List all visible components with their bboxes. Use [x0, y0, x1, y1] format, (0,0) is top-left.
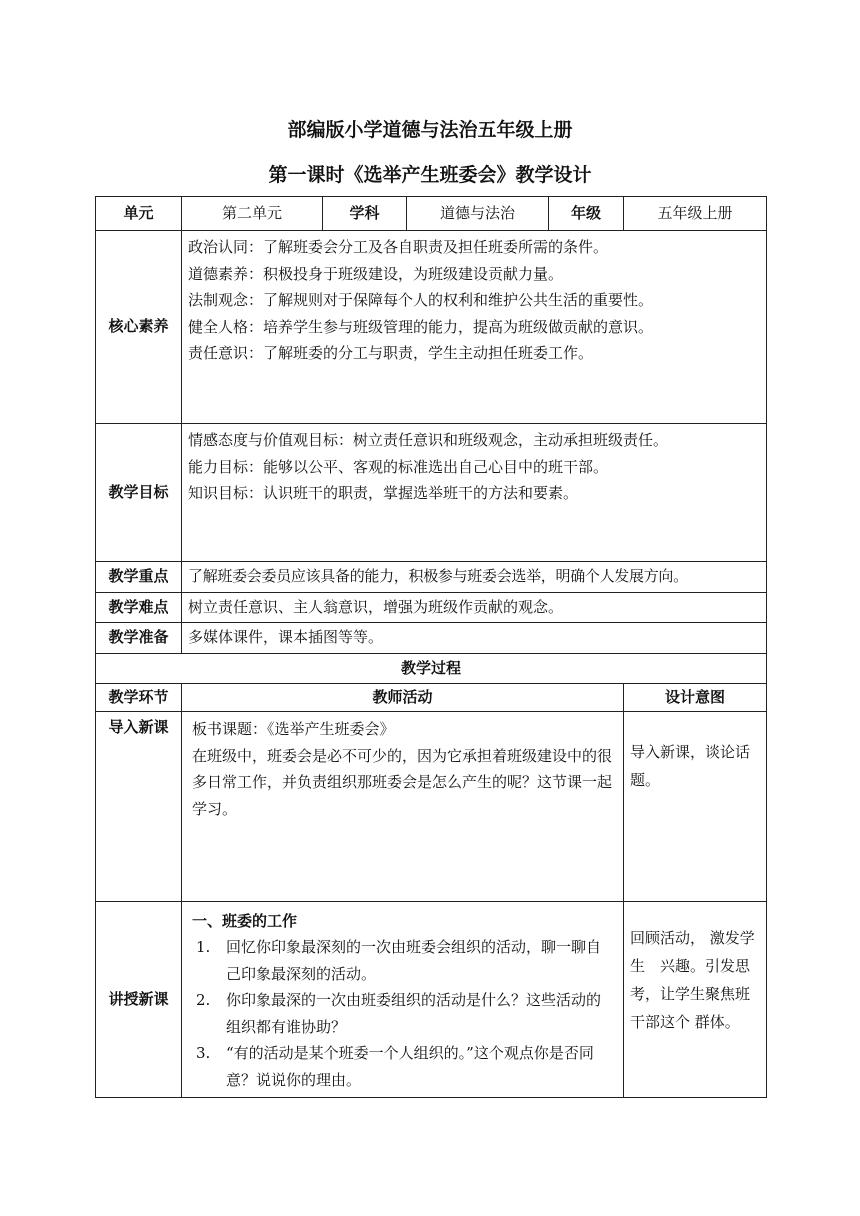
process-header-row [96, 684, 767, 712]
key-points-text: 了解班委会委员应该具备的能力，积极参与班委会选举，明确个人发展方向。 [182, 562, 767, 593]
document-title: 部编版小学道德与法治五年级上册 [287, 119, 573, 141]
item-text: 你印象最深的一次由班委组织的活动是什么？这些活动的组织都有谁协助？ [226, 991, 602, 1036]
document-subtitle: 第一课时《选举产生班委会》教学设计 [268, 164, 592, 186]
teaching-goal-line: 能力目标：能够以公平、客观的标准选出自己心目中的班干部。 [188, 457, 609, 476]
stage-column-header: 教学环节 [96, 684, 182, 712]
teaching-goals-row [96, 424, 767, 562]
lesson-plan-table [95, 196, 767, 1098]
item-number: 2. [196, 991, 211, 1009]
key-points-row [96, 562, 767, 593]
subject-label: 学科 [323, 197, 407, 231]
teacher-column-header: 教师活动 [182, 684, 624, 712]
teaching-goals-content [182, 424, 767, 562]
lesson-stage-label: 讲授新课 [96, 902, 182, 1098]
intro-stage-label: 导入新课 [96, 712, 182, 902]
core-literacy-line: 责任意识：了解班委的分工与职责，学生主动担任班委工作。 [188, 344, 594, 362]
item-text: “有的活动是某个班委一个人组织的。”这个观点你是否同意？说说你的理由。 [226, 1044, 594, 1089]
intro-teacher-activity [182, 712, 624, 902]
difficulty-label: 教学难点 [96, 593, 182, 623]
subject-value: 道德与法治 [407, 197, 549, 231]
grade-value: 五年级上册 [624, 197, 767, 231]
intro-text: 在班级中，班委会是必不可少的，因为它承担着班级建设中的很多日常工作，并负责组织那班委会是怎么产生的呢？这节课一起学习。 [192, 746, 613, 818]
design-column-header: 设计意图 [624, 684, 767, 712]
lesson-section-title: 一、班委的工作 [192, 912, 298, 930]
key-points-label: 教学重点 [96, 562, 182, 593]
preparation-row [96, 623, 767, 654]
info-row [96, 197, 767, 231]
unit-value: 第二单元 [182, 197, 323, 231]
teaching-goal-line: 知识目标：认识班干的职责，掌握选举班干的方法和要素。 [188, 484, 579, 502]
lesson-question-list [192, 934, 615, 1093]
intro-board-title: 板书课题：《选举产生班委会》 [192, 720, 395, 738]
lesson-teacher-activity [182, 902, 624, 1098]
teaching-goal-line: 情感态度与价值观目标：树立责任意识和班级观念，主动承担班级责任。 [188, 431, 669, 449]
process-heading-row [96, 654, 767, 684]
core-literacy-line: 法制观念：了解规则对于保障每个人的权利和维护公共生活的重要性。 [188, 291, 654, 309]
preparation-label: 教学准备 [96, 623, 182, 654]
core-literacy-row [96, 231, 767, 424]
list-item [192, 987, 615, 1040]
difficulty-text: 树立责任意识、主人翁意识，增强为班级作贡献的观念。 [182, 593, 767, 623]
teaching-goals-label: 教学目标 [96, 424, 182, 562]
intro-row [96, 712, 767, 902]
item-number: 1. [196, 938, 211, 956]
unit-label: 单元 [96, 197, 182, 231]
core-literacy-line: 健全人格：培养学生参与班级管理的能力，提高为班级做贡献的意识。 [188, 317, 654, 336]
core-literacy-line: 政治认同：了解班委会分工及各自职责及担任班委所需的条件。 [188, 238, 609, 256]
list-item [192, 1040, 615, 1093]
core-literacy-line: 道德素养：积极投身于班级建设，为班级建设贡献力量。 [188, 264, 564, 283]
core-literacy-content [182, 231, 767, 424]
process-heading: 教学过程 [96, 654, 767, 684]
grade-label: 年级 [549, 197, 624, 231]
item-number: 3. [196, 1044, 211, 1062]
lesson-row [96, 902, 767, 1098]
list-item [192, 934, 615, 987]
core-literacy-label: 核心素养 [96, 231, 182, 424]
intro-design-intent: 导入新课，谈论话题。 [624, 712, 767, 902]
lesson-design-intent: 回顾活动， 激发学生 兴趣。引发思考，让学生聚焦班干部这个 群体。 [624, 902, 767, 1098]
difficulty-row [96, 593, 767, 623]
preparation-text: 多媒体课件，课本插图等等。 [182, 623, 767, 654]
item-text: 回忆你印象最深刻的一次由班委会组织的活动，聊一聊自己印象最深刻的活动。 [226, 938, 602, 983]
